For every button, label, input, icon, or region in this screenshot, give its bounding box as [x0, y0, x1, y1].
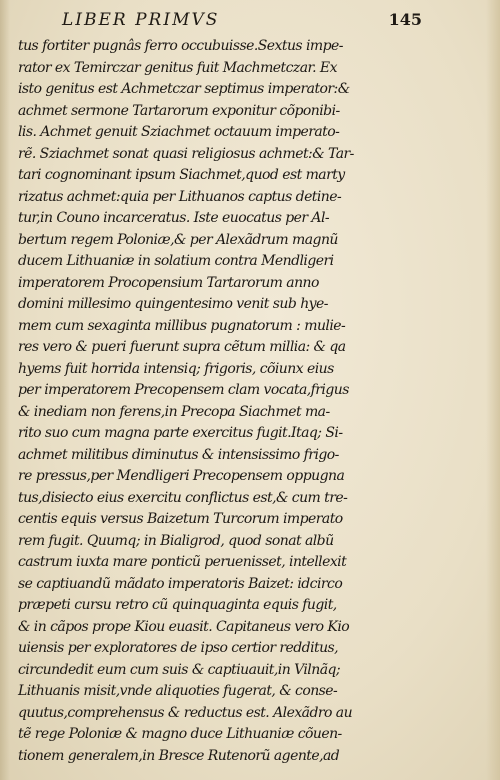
text-line: rem fugit. Quumq; in Bialigrod, quod sonat albũ	[18, 532, 334, 549]
text-line: imperatorem Procopensium Tartarorum anno	[18, 274, 319, 291]
text-line: præpeti cursu retro cũ quinquaginta equis fugit,	[18, 597, 337, 613]
text-line: rẽ. Sziachmet sonat quasi religiosus achmet:& Tar-	[18, 145, 354, 162]
text-line: bertum regem Poloniæ,& per Alexãdrum magnũ	[18, 231, 338, 248]
text-line: tus,disiecto eius exercitu conflictus est,& cum tre-	[18, 489, 348, 506]
text-line: rizatus achmet:quia per Lithuanos captus detine-	[18, 188, 342, 205]
text-line: tionem generalem,in Bresce Rutenorũ agente,ad	[18, 747, 340, 764]
text-line: hyems fuit horrida intensiq; frigoris, cõiunx eius	[18, 360, 334, 377]
running-head: LIBER PRIMVS	[62, 10, 220, 30]
text-line: tẽ rege Poloniæ & magno duce Lithuaniæ cõuen-	[18, 726, 342, 742]
text-line: achmet sermone Tartarorum exponitur cõponibi-	[18, 102, 340, 119]
text-line: res vero & pueri fuerunt supra cẽtum millia: & qa	[18, 339, 346, 355]
text-line: isto genitus est Achmetczar septimus imperator:&	[18, 81, 350, 97]
text-line: per imperatorem Precopensem clam vocata,frigus	[18, 382, 349, 398]
text-line: circundedit eum cum suis & captiuauit,in Vilnãq;	[18, 661, 341, 678]
text-line: quutus,comprehensus & reductus est. Alexãdro au	[18, 704, 353, 721]
text-line: Lithuanis misit,vnde aliquoties fugerat, & conse-	[18, 683, 338, 699]
text-line: rator ex Temirczar genitus fuit Machmetczar. Ex	[18, 59, 337, 76]
text-line: achmet militibus diminutus & intensissimo frigo-	[18, 446, 339, 463]
text-line: tus fortiter pugnâs ferro occubuisse.Sextus impe-	[18, 38, 343, 54]
text-line: re pressus,per Mendligeri Precopensem oppugna	[18, 468, 345, 484]
text-line: uiensis per exploratores de ipso certior redditus,	[18, 640, 339, 656]
text-line: se captiuandũ mãdato imperatoris Baizet: idcirco	[18, 575, 343, 592]
text-line: tur,in Couno incarceratus. Iste euocatus per Al-	[18, 210, 330, 226]
text-line: rito suo cum magna parte exercitus fugit.Itaq; Si-	[18, 425, 343, 441]
text-line: castrum iuxta mare ponticũ peruenisset, intellexit	[18, 554, 347, 570]
text-line: tari cognominant ipsum Siachmet,quod est marty	[18, 167, 345, 183]
body-text	[18, 36, 378, 767]
text-line: mem cum sexaginta millibus pugnatorum : mulie-	[18, 317, 346, 334]
text-line: & inediam non ferens,in Precopa Siachmet ma-	[18, 403, 330, 420]
page-number: 145	[388, 10, 422, 29]
text-line: ducem Lithuaniæ in solatium contra Mendligeri	[18, 253, 334, 269]
text-line: & in cãpos prope Kiou euasit. Capitaneus vero Kio	[18, 618, 350, 635]
page-header	[62, 10, 422, 32]
text-line: centis equis versus Baizetum Turcorum imperato	[18, 511, 343, 527]
text-line: domini millesimo quingentesimo venit sub hye-	[18, 296, 328, 312]
text-line: lis. Achmet genuit Sziachmet octauum imperato-	[18, 124, 340, 140]
